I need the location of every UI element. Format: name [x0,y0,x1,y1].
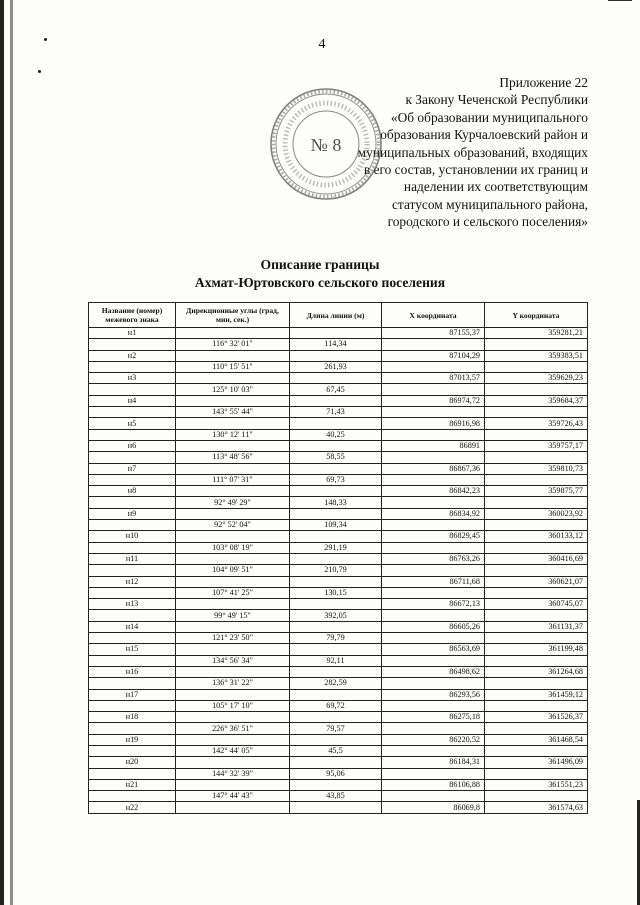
angle-cell-empty [176,666,290,677]
y-coordinate-cell-empty [485,745,588,756]
y-coordinate-cell: 361199,48 [485,644,588,655]
point-name-cell: н6 [89,440,176,451]
angle-cell-empty [176,779,290,790]
x-coordinate-cell-empty [382,610,485,621]
point-name-cell: н17 [89,689,176,700]
y-coordinate-cell: 359684,37 [485,395,588,406]
length-cell: 58,55 [290,452,382,463]
angle-cell-empty [176,734,290,745]
x-coordinate-cell-empty [382,678,485,689]
x-coordinate-cell: 86974,72 [382,395,485,406]
x-coordinate-cell: 86069,8 [382,802,485,813]
length-cell-empty [290,802,382,813]
angle-cell: 113° 48' 56" [176,452,290,463]
annex-line: образования Курчалоевский район и [380,127,588,143]
length-cell-empty [290,373,382,384]
point-name-cell: н8 [89,486,176,497]
x-coordinate-cell: 86672,13 [382,599,485,610]
angle-cell: 142° 44' 05" [176,745,290,756]
length-cell-empty [290,418,382,429]
angle-cell: 130° 12' 11" [176,429,290,440]
length-cell: 43,85 [290,791,382,802]
x-coordinate-cell: 86829,45 [382,531,485,542]
y-coordinate-cell-empty [485,633,588,644]
y-coordinate-cell: 359383,51 [485,350,588,361]
y-coordinate-cell: 361264,68 [485,666,588,677]
y-coordinate-cell: 359810,73 [485,463,588,474]
table-row [89,474,588,485]
table-row [89,655,588,666]
y-coordinate-cell: 361526,37 [485,712,588,723]
length-cell-empty [290,508,382,519]
length-cell-empty [290,599,382,610]
angle-cell-empty [176,689,290,700]
length-cell: 79,57 [290,723,382,734]
table-row [89,644,588,655]
point-name-cell-empty [89,723,176,734]
y-coordinate-cell: 359875,77 [485,486,588,497]
point-name-cell: н19 [89,734,176,745]
seal-number: № 8 [310,135,342,155]
length-cell-empty [290,395,382,406]
point-name-cell: н18 [89,712,176,723]
angle-cell: 92° 49' 29" [176,497,290,508]
angle-cell: 134° 56' 34" [176,655,290,666]
angle-cell: 103° 08' 19" [176,542,290,553]
x-coordinate-cell-empty [382,542,485,553]
x-coordinate-cell: 86867,36 [382,463,485,474]
annex-line: к Закону Чеченской Республики [405,92,588,108]
table-row [89,407,588,418]
angle-cell-empty [176,599,290,610]
title-line-1: Описание границы [260,257,380,272]
point-name-cell-empty [89,700,176,711]
angle-cell-empty [176,621,290,632]
length-cell: 79,79 [290,633,382,644]
table-row [89,802,588,813]
x-coordinate-cell-empty [382,791,485,802]
table-row [89,486,588,497]
y-coordinate-cell-empty [485,474,588,485]
point-name-cell-empty [89,339,176,350]
angle-cell-empty [176,508,290,519]
point-name-cell: н11 [89,553,176,564]
angle-cell-empty [176,531,290,542]
point-name-cell-empty [89,361,176,372]
x-coordinate-cell-empty [382,745,485,756]
y-coordinate-cell-empty [485,542,588,553]
angle-cell-empty [176,350,290,361]
table-row [89,350,588,361]
table-row [89,587,588,598]
angle-cell: 104° 09' 51" [176,565,290,576]
y-coordinate-cell: 360621,07 [485,576,588,587]
table-row [89,328,588,339]
y-coordinate-cell-empty [485,497,588,508]
table-row [89,768,588,779]
point-name-cell-empty [89,678,176,689]
annex-line: в его состав, установлении их границ и [363,162,588,178]
x-coordinate-cell-empty [382,384,485,395]
angle-cell-empty [176,395,290,406]
x-coordinate-cell-empty [382,723,485,734]
y-coordinate-cell: 359281,21 [485,328,588,339]
angle-cell-empty [176,463,290,474]
point-name-cell-empty [89,384,176,395]
annex-line: статусом муниципального района, [391,196,588,212]
x-coordinate-cell: 86498,62 [382,666,485,677]
x-coordinate-cell: 86106,88 [382,779,485,790]
angle-cell: 99° 49' 15" [176,610,290,621]
angle-cell-empty [176,712,290,723]
angle-cell: 147° 44' 43" [176,791,290,802]
angle-cell: 116° 32' 01" [176,339,290,350]
table-row [89,452,588,463]
point-name-cell: н9 [89,508,176,519]
table-row [89,791,588,802]
length-cell: 291,19 [290,542,382,553]
point-name-cell: н7 [89,463,176,474]
point-name-cell-empty [89,745,176,756]
point-name-cell-empty [89,474,176,485]
x-coordinate-cell-empty [382,361,485,372]
x-coordinate-cell: 86916,98 [382,418,485,429]
point-name-cell: н2 [89,350,176,361]
table-row [89,508,588,519]
length-cell: 282,59 [290,678,382,689]
y-coordinate-cell-empty [485,587,588,598]
point-name-cell: н4 [89,395,176,406]
table-row [89,463,588,474]
scan-dot [44,38,47,41]
table-row [89,678,588,689]
scan-dot [38,70,41,73]
length-cell: 148,33 [290,497,382,508]
point-name-cell: н5 [89,418,176,429]
table-row [89,633,588,644]
angle-cell: 144° 32' 39" [176,768,290,779]
point-name-cell: н10 [89,531,176,542]
scan-edge-left-inner [10,0,13,905]
point-name-cell: н13 [89,599,176,610]
point-name-cell: н1 [89,328,176,339]
x-coordinate-cell: 86834,92 [382,508,485,519]
angle-cell-empty [176,757,290,768]
angle-cell: 107° 41' 25" [176,587,290,598]
boundary-table [88,302,588,814]
angle-cell-empty [176,440,290,451]
length-cell: 392,05 [290,610,382,621]
table-row [89,553,588,564]
point-name-cell-empty [89,542,176,553]
x-coordinate-cell-empty [382,520,485,531]
y-coordinate-cell-empty [485,429,588,440]
x-coordinate-cell: 86293,56 [382,689,485,700]
point-name-cell: н14 [89,621,176,632]
length-cell: 92,11 [290,655,382,666]
length-cell: 45,5 [290,745,382,756]
length-cell-empty [290,553,382,564]
x-coordinate-cell: 86563,69 [382,644,485,655]
length-cell-empty [290,689,382,700]
y-coordinate-cell: 361496,09 [485,757,588,768]
y-coordinate-cell: 361131,37 [485,621,588,632]
x-coordinate-cell: 86711,68 [382,576,485,587]
point-name-cell-empty [89,791,176,802]
length-cell-empty [290,712,382,723]
table-row [89,497,588,508]
length-cell: 40,25 [290,429,382,440]
x-coordinate-cell-empty [382,339,485,350]
table-row [89,666,588,677]
angle-cell-empty [176,553,290,564]
y-coordinate-cell-empty [485,768,588,779]
y-coordinate-cell-empty [485,565,588,576]
length-cell-empty [290,666,382,677]
angle-cell: 111° 07' 31" [176,474,290,485]
length-cell-empty [290,734,382,745]
table-row [89,723,588,734]
y-coordinate-cell: 360023,92 [485,508,588,519]
point-name-cell-empty [89,520,176,531]
point-name-cell-empty [89,452,176,463]
angle-cell-empty [176,576,290,587]
angle-cell: 143° 55' 44" [176,407,290,418]
angle-cell: 125° 10' 03" [176,384,290,395]
header-y: Y координата [485,303,588,328]
x-coordinate-cell-empty [382,587,485,598]
y-coordinate-cell-empty [485,361,588,372]
y-coordinate-cell-empty [485,339,588,350]
angle-cell-empty [176,486,290,497]
y-coordinate-cell-empty [485,791,588,802]
table-row [89,440,588,451]
x-coordinate-cell: 86605,26 [382,621,485,632]
y-coordinate-cell: 361551,23 [485,779,588,790]
y-coordinate-cell-empty [485,452,588,463]
table-row [89,418,588,429]
x-coordinate-cell: 86763,26 [382,553,485,564]
y-coordinate-cell-empty [485,384,588,395]
point-name-cell: н16 [89,666,176,677]
annex-line: муниципальных образований, входящих [357,144,588,160]
table-body [89,328,588,814]
angle-cell: 226° 36' 51" [176,723,290,734]
x-coordinate-cell: 86842,23 [382,486,485,497]
x-coordinate-cell-empty [382,655,485,666]
table-row [89,621,588,632]
length-cell: 95,06 [290,768,382,779]
table-row [89,429,588,440]
document-title [0,256,640,292]
x-coordinate-cell: 86275,18 [382,712,485,723]
y-coordinate-cell-empty [485,700,588,711]
length-cell-empty [290,531,382,542]
annex-line: наделении их соответствующим [403,179,588,195]
table-row [89,700,588,711]
table-row [89,395,588,406]
y-coordinate-cell-empty [485,407,588,418]
x-coordinate-cell-empty [382,429,485,440]
length-cell-empty [290,621,382,632]
table-row [89,339,588,350]
scan-edge-left [0,0,4,905]
length-cell: 69,73 [290,474,382,485]
y-coordinate-cell: 359757,17 [485,440,588,451]
length-cell: 130,15 [290,587,382,598]
title-line-2: Ахмат-Юртовского сельского поселения [194,275,446,290]
length-cell-empty [290,328,382,339]
y-coordinate-cell-empty [485,678,588,689]
x-coordinate-cell-empty [382,407,485,418]
length-cell: 67,45 [290,384,382,395]
y-coordinate-cell: 361468,54 [485,734,588,745]
point-name-cell-empty [89,565,176,576]
x-coordinate-cell-empty [382,633,485,644]
point-name-cell: н22 [89,802,176,813]
angle-cell-empty [176,418,290,429]
y-coordinate-cell: 361459,12 [485,689,588,700]
header-length: Длина линии (м) [290,303,382,328]
table-row [89,520,588,531]
angle-cell-empty [176,373,290,384]
header-point-name: Название (номер) межевого знака [89,303,176,328]
table-header-row [89,303,588,328]
point-name-cell: н20 [89,757,176,768]
point-name-cell-empty [89,587,176,598]
annex-line: городского и сельского поселения» [387,214,588,230]
point-name-cell-empty [89,429,176,440]
table-row [89,531,588,542]
point-name-cell: н3 [89,373,176,384]
table-row [89,384,588,395]
length-cell: 261,93 [290,361,382,372]
y-coordinate-cell-empty [485,520,588,531]
angle-cell: 92° 52' 04" [176,520,290,531]
length-cell-empty [290,440,382,451]
annex-line: «Об образовании муниципального [390,109,588,125]
scan-mark-top [608,0,632,1]
length-cell: 210,79 [290,565,382,576]
length-cell-empty [290,576,382,587]
annex-line: Приложение 22 [499,75,588,90]
angle-cell: 105° 17' 10" [176,700,290,711]
table-row [89,712,588,723]
x-coordinate-cell: 86184,31 [382,757,485,768]
y-coordinate-cell: 360133,12 [485,531,588,542]
x-coordinate-cell: 86220,52 [382,734,485,745]
table-row [89,565,588,576]
y-coordinate-cell-empty [485,610,588,621]
point-name-cell-empty [89,497,176,508]
length-cell-empty [290,486,382,497]
length-cell-empty [290,757,382,768]
x-coordinate-cell: 87013,57 [382,373,485,384]
angle-cell-empty [176,802,290,813]
length-cell: 69,72 [290,700,382,711]
angle-cell: 110° 15' 51" [176,361,290,372]
table-row [89,779,588,790]
point-name-cell-empty [89,655,176,666]
y-coordinate-cell: 360745,07 [485,599,588,610]
point-name-cell: н21 [89,779,176,790]
x-coordinate-cell-empty [382,565,485,576]
table-row [89,361,588,372]
point-name-cell-empty [89,768,176,779]
point-name-cell: н15 [89,644,176,655]
table-row [89,757,588,768]
x-coordinate-cell: 86891 [382,440,485,451]
table-row [89,745,588,756]
y-coordinate-cell-empty [485,655,588,666]
angle-cell: 136° 31' 22" [176,678,290,689]
x-coordinate-cell-empty [382,768,485,779]
y-coordinate-cell-empty [485,723,588,734]
table-row [89,542,588,553]
point-name-cell-empty [89,407,176,418]
table-row [89,610,588,621]
angle-cell: 121° 23' 50" [176,633,290,644]
y-coordinate-cell: 359629,23 [485,373,588,384]
length-cell-empty [290,779,382,790]
header-angle: Дирекционные углы (град, мин, сек.) [176,303,290,328]
x-coordinate-cell-empty [382,497,485,508]
page-number: 4 [318,37,326,52]
length-cell-empty [290,463,382,474]
length-cell: 114,34 [290,339,382,350]
length-cell: 109,34 [290,520,382,531]
length-cell-empty [290,644,382,655]
official-seal [268,86,384,202]
table-row [89,599,588,610]
x-coordinate-cell-empty [382,452,485,463]
point-name-cell-empty [89,610,176,621]
table-row [89,576,588,587]
x-coordinate-cell-empty [382,700,485,711]
header-x: X координата [382,303,485,328]
angle-cell-empty [176,644,290,655]
y-coordinate-cell: 359726,43 [485,418,588,429]
table-row [89,689,588,700]
length-cell-empty [290,350,382,361]
point-name-cell: н12 [89,576,176,587]
point-name-cell-empty [89,633,176,644]
angle-cell-empty [176,328,290,339]
y-coordinate-cell: 361574,63 [485,802,588,813]
x-coordinate-cell: 87155,37 [382,328,485,339]
y-coordinate-cell: 360416,69 [485,553,588,564]
table-row [89,373,588,384]
table-row [89,734,588,745]
length-cell: 71,43 [290,407,382,418]
x-coordinate-cell-empty [382,474,485,485]
x-coordinate-cell: 87104,29 [382,350,485,361]
